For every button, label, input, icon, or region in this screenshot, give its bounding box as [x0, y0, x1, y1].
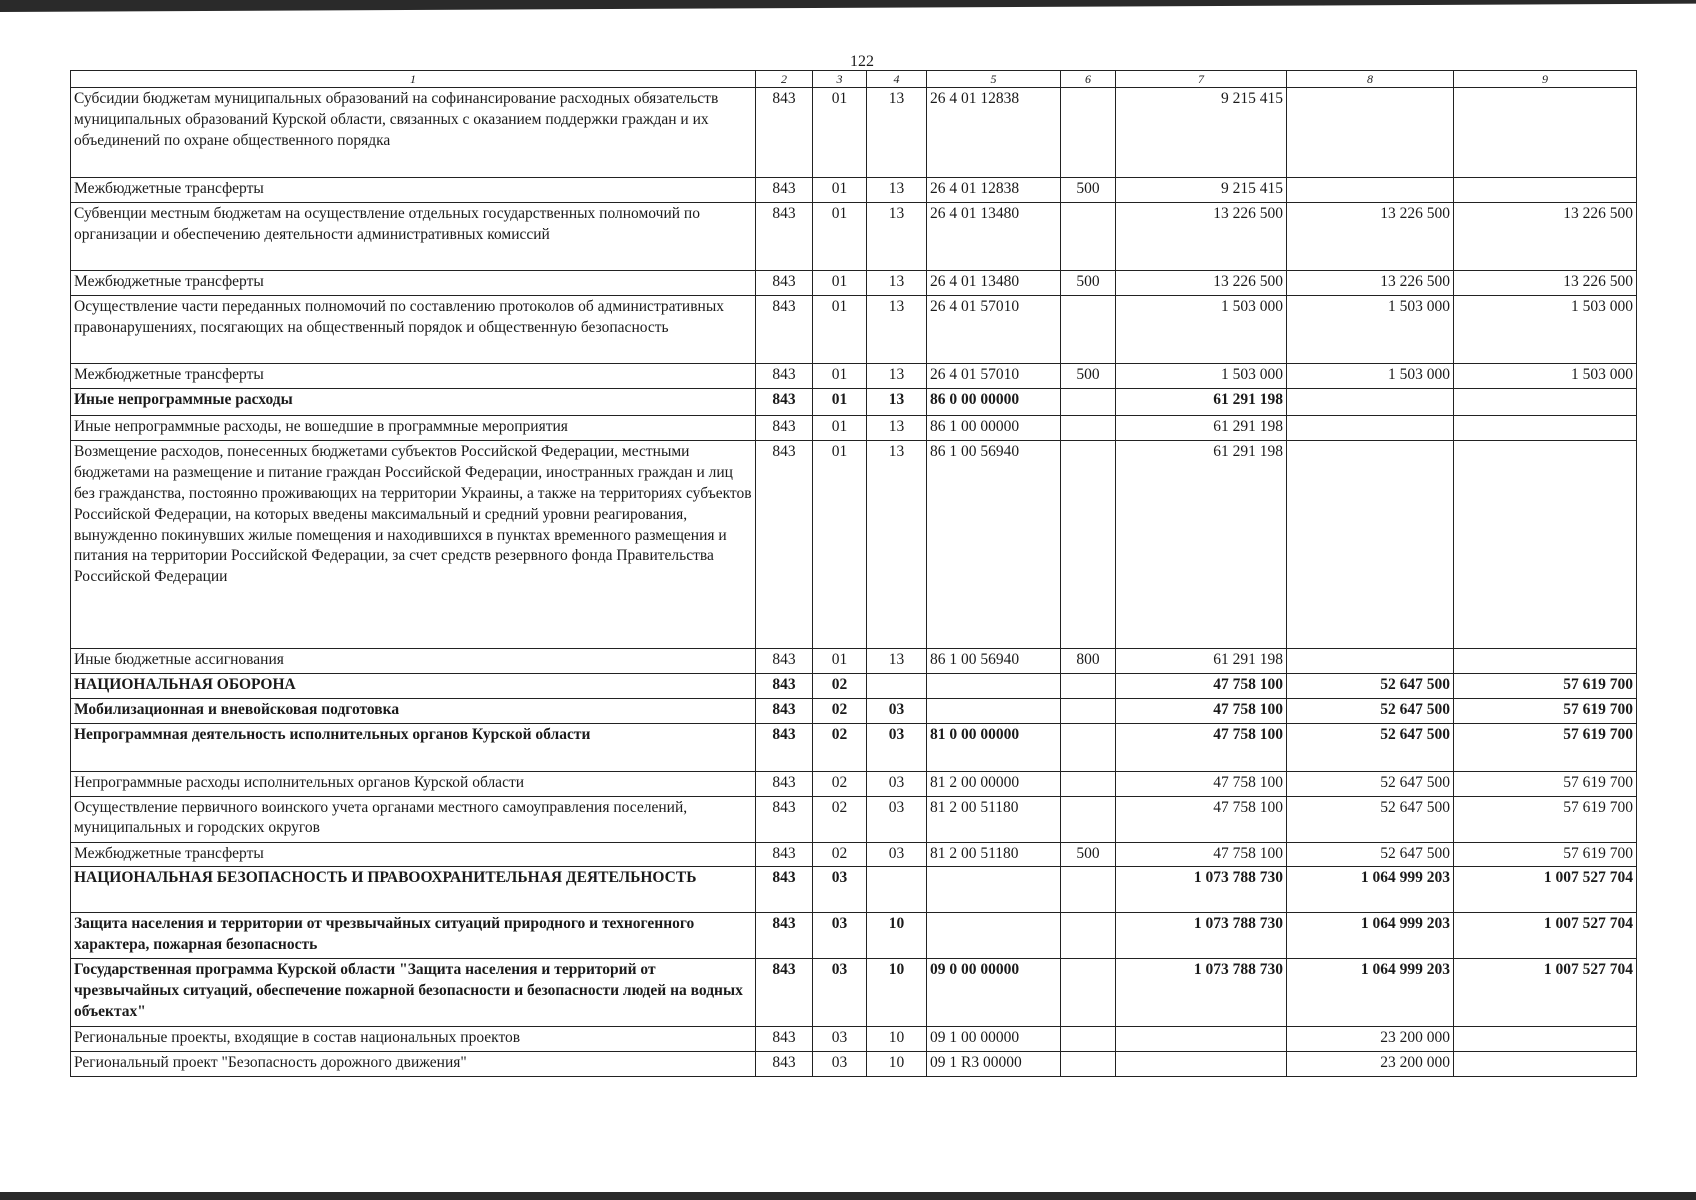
expense-type-code [1061, 415, 1116, 440]
subsection-code: 13 [867, 388, 927, 415]
row-name: НАЦИОНАЛЬНАЯ БЕЗОПАСНОСТЬ И ПРАВООХРАНИТЕЛЬНАЯ ДЕЯТЕЛЬНОСТЬ [71, 867, 756, 913]
table-row [71, 913, 1637, 959]
grbs-code: 843 [756, 296, 813, 364]
grbs-code: 843 [756, 842, 813, 867]
amount-col-9 [1454, 440, 1637, 648]
amount-col-7: 61 291 198 [1116, 415, 1287, 440]
target-article-code: 86 1 00 56940 [927, 648, 1061, 673]
amount-col-7: 9 215 415 [1116, 88, 1287, 178]
amount-col-9: 57 619 700 [1454, 771, 1637, 796]
amount-col-8: 13 226 500 [1287, 271, 1454, 296]
expense-type-code: 800 [1061, 648, 1116, 673]
column-number-row [71, 71, 1637, 88]
page-number: 122 [850, 53, 874, 70]
section-code: 01 [813, 271, 867, 296]
amount-col-7: 47 758 100 [1116, 723, 1287, 771]
target-article-code: 09 0 00 00000 [927, 959, 1061, 1027]
amount-col-7: 1 503 000 [1116, 364, 1287, 389]
section-code: 01 [813, 296, 867, 364]
target-article-code: 26 4 01 13480 [927, 271, 1061, 296]
amount-col-8: 23 200 000 [1287, 1052, 1454, 1077]
subsection-code: 13 [867, 364, 927, 389]
table-row [71, 673, 1637, 698]
target-article-code: 81 2 00 51180 [927, 796, 1061, 842]
column-number: 1 [71, 71, 756, 88]
amount-col-9 [1454, 1052, 1637, 1077]
expense-type-code: 500 [1061, 364, 1116, 389]
amount-col-9: 13 226 500 [1454, 203, 1637, 271]
expense-type-code: 500 [1061, 271, 1116, 296]
section-code: 01 [813, 388, 867, 415]
row-name: Иные бюджетные ассигнования [71, 648, 756, 673]
table-row [71, 271, 1637, 296]
grbs-code: 843 [756, 271, 813, 296]
table-row [71, 867, 1637, 913]
amount-col-8: 1 064 999 203 [1287, 959, 1454, 1027]
row-name: Иные непрограммные расходы [71, 388, 756, 415]
amount-col-9: 1 007 527 704 [1454, 867, 1637, 913]
scan-edge-top [0, 0, 1696, 12]
section-code: 03 [813, 1052, 867, 1077]
grbs-code: 843 [756, 203, 813, 271]
amount-col-9: 13 226 500 [1454, 271, 1637, 296]
amount-col-9: 57 619 700 [1454, 842, 1637, 867]
amount-col-8 [1287, 648, 1454, 673]
subsection-code: 13 [867, 296, 927, 364]
amount-col-9: 57 619 700 [1454, 796, 1637, 842]
subsection-code: 13 [867, 271, 927, 296]
amount-col-8: 1 064 999 203 [1287, 913, 1454, 959]
table-row [71, 203, 1637, 271]
amount-col-8: 23 200 000 [1287, 1027, 1454, 1052]
expense-type-code [1061, 723, 1116, 771]
subsection-code: 13 [867, 415, 927, 440]
expense-type-code [1061, 796, 1116, 842]
subsection-code: 03 [867, 796, 927, 842]
row-name: Осуществление первичного воинского учета органами местного самоуправления поселений, муниципальных и городских округов [71, 796, 756, 842]
section-code: 02 [813, 698, 867, 723]
target-article-code: 86 0 00 00000 [927, 388, 1061, 415]
amount-col-8: 52 647 500 [1287, 723, 1454, 771]
expense-type-code [1061, 296, 1116, 364]
expense-type-code [1061, 771, 1116, 796]
grbs-code: 843 [756, 178, 813, 203]
amount-col-7: 61 291 198 [1116, 648, 1287, 673]
section-code: 03 [813, 867, 867, 913]
subsection-code: 03 [867, 723, 927, 771]
target-article-code: 86 1 00 00000 [927, 415, 1061, 440]
row-name: Возмещение расходов, понесенных бюджетами субъектов Российской Федерации, местными бюджетами на размещение и питание граждан Российской Федерации, иностранных граждан и лиц без гражданства, постоянно проживающих на территории Украины, а также на территориях субъектов Российской Федерации, на которых введены максимальный и средний уровни реагирования, вынужденно покинувших жилые помещения и находившихся в пунктах временного размещения и питания на территории Российской Федерации, за счет средств резервного фонда Правительства Российской Федерации [71, 440, 756, 648]
amount-col-7: 9 215 415 [1116, 178, 1287, 203]
subsection-code [867, 867, 927, 913]
subsection-code: 13 [867, 203, 927, 271]
amount-col-7: 1 073 788 730 [1116, 913, 1287, 959]
grbs-code: 843 [756, 698, 813, 723]
target-article-code: 26 4 01 57010 [927, 296, 1061, 364]
amount-col-8 [1287, 88, 1454, 178]
expense-type-code [1061, 440, 1116, 648]
amount-col-9 [1454, 178, 1637, 203]
subsection-code: 03 [867, 842, 927, 867]
amount-col-8: 13 226 500 [1287, 203, 1454, 271]
amount-col-9 [1454, 388, 1637, 415]
amount-col-7: 1 503 000 [1116, 296, 1287, 364]
row-name: Межбюджетные трансферты [71, 364, 756, 389]
section-code: 01 [813, 203, 867, 271]
budget-table [70, 70, 1637, 1077]
table-row [71, 178, 1637, 203]
row-name: НАЦИОНАЛЬНАЯ ОБОРОНА [71, 673, 756, 698]
amount-col-8: 52 647 500 [1287, 771, 1454, 796]
subsection-code [867, 673, 927, 698]
amount-col-7 [1116, 1052, 1287, 1077]
table-row [71, 296, 1637, 364]
row-name: Межбюджетные трансферты [71, 178, 756, 203]
amount-col-9: 1 503 000 [1454, 364, 1637, 389]
target-article-code: 81 2 00 00000 [927, 771, 1061, 796]
expense-type-code: 500 [1061, 178, 1116, 203]
amount-col-8 [1287, 178, 1454, 203]
grbs-code: 843 [756, 1027, 813, 1052]
table-row [71, 842, 1637, 867]
section-code: 03 [813, 959, 867, 1027]
amount-col-8: 1 064 999 203 [1287, 867, 1454, 913]
amount-col-8: 52 647 500 [1287, 673, 1454, 698]
subsection-code: 13 [867, 648, 927, 673]
section-code: 01 [813, 648, 867, 673]
row-name: Межбюджетные трансферты [71, 271, 756, 296]
row-name: Защита населения и территории от чрезвычайных ситуаций природного и техногенного характера, пожарная безопасность [71, 913, 756, 959]
section-code: 03 [813, 913, 867, 959]
subsection-code: 13 [867, 178, 927, 203]
section-code: 02 [813, 723, 867, 771]
amount-col-8: 1 503 000 [1287, 364, 1454, 389]
amount-col-9: 1 007 527 704 [1454, 959, 1637, 1027]
grbs-code: 843 [756, 1052, 813, 1077]
expense-type-code [1061, 1027, 1116, 1052]
table-row [71, 959, 1637, 1027]
section-code: 01 [813, 364, 867, 389]
target-article-code: 26 4 01 12838 [927, 178, 1061, 203]
subsection-code: 10 [867, 1052, 927, 1077]
amount-col-7: 61 291 198 [1116, 388, 1287, 415]
expense-type-code [1061, 959, 1116, 1027]
amount-col-7: 47 758 100 [1116, 796, 1287, 842]
subsection-code: 10 [867, 959, 927, 1027]
table-row [71, 364, 1637, 389]
amount-col-7: 47 758 100 [1116, 673, 1287, 698]
grbs-code: 843 [756, 771, 813, 796]
grbs-code: 843 [756, 388, 813, 415]
table-row [71, 698, 1637, 723]
grbs-code: 843 [756, 364, 813, 389]
row-name: Субсидии бюджетам муниципальных образований на софинансирование расходных обязательств муниципальных образований Курской области, связанных с оказанием поддержки граждан и их объединений по охране общественного порядка [71, 88, 756, 178]
target-article-code: 81 2 00 51180 [927, 842, 1061, 867]
target-article-code: 26 4 01 57010 [927, 364, 1061, 389]
amount-col-9: 57 619 700 [1454, 723, 1637, 771]
row-name: Межбюджетные трансферты [71, 842, 756, 867]
section-code: 03 [813, 1027, 867, 1052]
target-article-code: 86 1 00 56940 [927, 440, 1061, 648]
grbs-code: 843 [756, 867, 813, 913]
expense-type-code [1061, 673, 1116, 698]
row-name: Осуществление части переданных полномочий по составлению протоколов об административных правонарушениях, посягающих на общественный порядок и общественную безопасность [71, 296, 756, 364]
amount-col-8: 52 647 500 [1287, 698, 1454, 723]
amount-col-8: 1 503 000 [1287, 296, 1454, 364]
column-number: 4 [867, 71, 927, 88]
amount-col-7: 61 291 198 [1116, 440, 1287, 648]
grbs-code: 843 [756, 415, 813, 440]
subsection-code: 13 [867, 88, 927, 178]
target-article-code: 81 0 00 00000 [927, 723, 1061, 771]
row-name: Государственная программа Курской области "Защита населения и территорий от чрезвычайных ситуаций, обеспечение пожарной безопасности и безопасности людей на водных объектах" [71, 959, 756, 1027]
section-code: 01 [813, 415, 867, 440]
expense-type-code [1061, 388, 1116, 415]
section-code: 02 [813, 771, 867, 796]
amount-col-7: 47 758 100 [1116, 698, 1287, 723]
subsection-code: 13 [867, 440, 927, 648]
section-code: 02 [813, 673, 867, 698]
table-row [71, 88, 1637, 178]
section-code: 01 [813, 178, 867, 203]
amount-col-9 [1454, 88, 1637, 178]
amount-col-8 [1287, 415, 1454, 440]
table-row [71, 771, 1637, 796]
subsection-code: 10 [867, 913, 927, 959]
table-row [71, 1052, 1637, 1077]
target-article-code: 26 4 01 12838 [927, 88, 1061, 178]
target-article-code [927, 867, 1061, 913]
grbs-code: 843 [756, 723, 813, 771]
amount-col-7: 47 758 100 [1116, 842, 1287, 867]
grbs-code: 843 [756, 959, 813, 1027]
section-code: 02 [813, 842, 867, 867]
row-name: Иные непрограммные расходы, не вошедшие в программные мероприятия [71, 415, 756, 440]
grbs-code: 843 [756, 913, 813, 959]
scan-edge-bottom [0, 1192, 1696, 1200]
amount-col-9 [1454, 1027, 1637, 1052]
amount-col-8: 52 647 500 [1287, 796, 1454, 842]
expense-type-code [1061, 698, 1116, 723]
amount-col-8 [1287, 440, 1454, 648]
grbs-code: 843 [756, 648, 813, 673]
column-number: 6 [1061, 71, 1116, 88]
table-row [71, 723, 1637, 771]
expense-type-code [1061, 88, 1116, 178]
amount-col-8: 52 647 500 [1287, 842, 1454, 867]
table-row [71, 1027, 1637, 1052]
amount-col-9: 1 503 000 [1454, 296, 1637, 364]
subsection-code: 03 [867, 698, 927, 723]
column-number: 7 [1116, 71, 1287, 88]
target-article-code: 09 1 R3 00000 [927, 1052, 1061, 1077]
section-code: 02 [813, 796, 867, 842]
amount-col-7 [1116, 1027, 1287, 1052]
subsection-code: 10 [867, 1027, 927, 1052]
subsection-code: 03 [867, 771, 927, 796]
grbs-code: 843 [756, 88, 813, 178]
target-article-code [927, 673, 1061, 698]
grbs-code: 843 [756, 440, 813, 648]
target-article-code: 26 4 01 13480 [927, 203, 1061, 271]
column-number: 9 [1454, 71, 1637, 88]
amount-col-9: 1 007 527 704 [1454, 913, 1637, 959]
amount-col-9 [1454, 648, 1637, 673]
row-name: Непрограммная деятельность исполнительных органов Курской области [71, 723, 756, 771]
amount-col-9 [1454, 415, 1637, 440]
table-row [71, 648, 1637, 673]
grbs-code: 843 [756, 796, 813, 842]
row-name: Непрограммные расходы исполнительных органов Курской области [71, 771, 756, 796]
table-row [71, 796, 1637, 842]
row-name: Региональный проект "Безопасность дорожного движения" [71, 1052, 756, 1077]
column-number: 8 [1287, 71, 1454, 88]
expense-type-code: 500 [1061, 842, 1116, 867]
amount-col-7: 1 073 788 730 [1116, 867, 1287, 913]
amount-col-9: 57 619 700 [1454, 673, 1637, 698]
amount-col-7: 1 073 788 730 [1116, 959, 1287, 1027]
grbs-code: 843 [756, 673, 813, 698]
amount-col-7: 13 226 500 [1116, 271, 1287, 296]
row-name: Мобилизационная и вневойсковая подготовка [71, 698, 756, 723]
column-number: 2 [756, 71, 813, 88]
column-number: 5 [927, 71, 1061, 88]
target-article-code: 09 1 00 00000 [927, 1027, 1061, 1052]
column-number: 3 [813, 71, 867, 88]
expense-type-code [1061, 867, 1116, 913]
table-row [71, 415, 1637, 440]
table-row [71, 388, 1637, 415]
table-body [71, 88, 1637, 1077]
amount-col-7: 13 226 500 [1116, 203, 1287, 271]
expense-type-code [1061, 1052, 1116, 1077]
amount-col-8 [1287, 388, 1454, 415]
section-code: 01 [813, 440, 867, 648]
expense-type-code [1061, 203, 1116, 271]
amount-col-7: 47 758 100 [1116, 771, 1287, 796]
amount-col-9: 57 619 700 [1454, 698, 1637, 723]
target-article-code [927, 913, 1061, 959]
expense-type-code [1061, 913, 1116, 959]
table-row [71, 440, 1637, 648]
row-name: Субвенции местным бюджетам на осуществление отдельных государственных полномочий по организации и обеспечению деятельности административных комиссий [71, 203, 756, 271]
target-article-code [927, 698, 1061, 723]
row-name: Региональные проекты, входящие в состав национальных проектов [71, 1027, 756, 1052]
section-code: 01 [813, 88, 867, 178]
